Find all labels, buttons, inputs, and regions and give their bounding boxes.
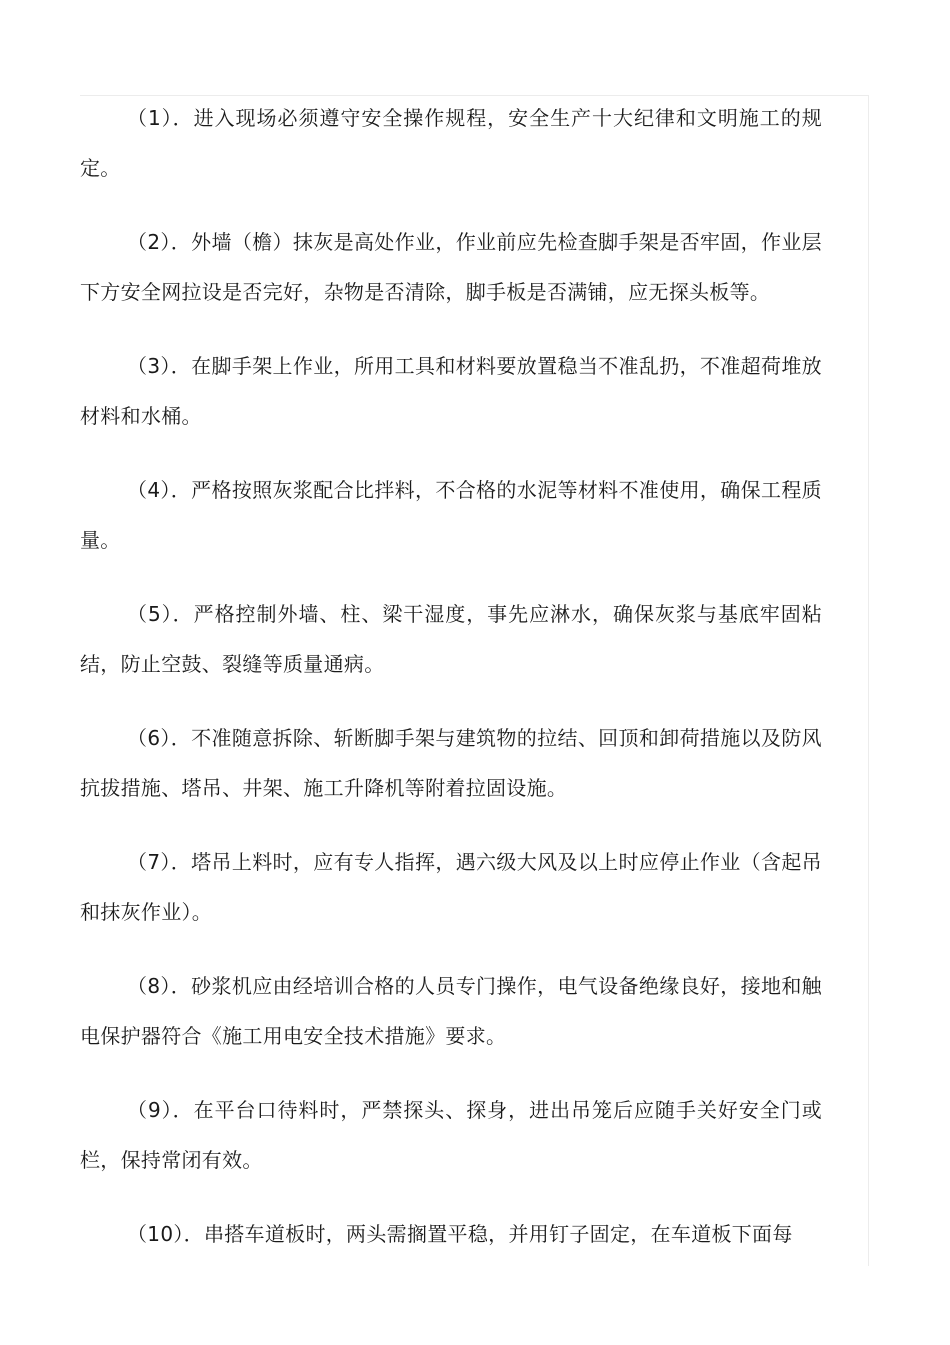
list-item-9 — [80, 1085, 822, 1185]
item-number: （8）． — [127, 974, 192, 998]
list-item-7 — [80, 837, 822, 937]
item-number: （3）． — [127, 354, 192, 378]
item-text: 严格控制外墙、柱、梁干湿度，事先应淋水，确保灰浆与基底牢固粘结，防止空鼓、裂缝等质量通病。 — [80, 602, 822, 676]
item-text: 塔吊上料时，应有专人指挥，遇六级大风及以上时应停止作业（含起吊和抹灰作业）。 — [80, 850, 822, 924]
item-text: 在平台口待料时，严禁探头、探身，进出吊笼后应随手关好安全门或栏，保持常闭有效。 — [80, 1098, 822, 1172]
list-item-4 — [80, 465, 822, 565]
document-body — [80, 93, 822, 1283]
item-number: （10）． — [127, 1222, 204, 1246]
list-item-2 — [80, 217, 822, 317]
item-number: （1）． — [127, 106, 194, 130]
list-item-5 — [80, 589, 822, 689]
item-text: 外墙（檐）抹灰是高处作业，作业前应先检查脚手架是否牢固，作业层下方安全网拉设是否完好，杂物是否清除，脚手板是否满铺，应无探头板等。 — [80, 230, 822, 304]
item-text: 严格按照灰浆配合比拌料，不合格的水泥等材料不准使用，确保工程质量。 — [80, 478, 822, 552]
item-number: （5）． — [127, 602, 194, 626]
item-text: 进入现场必须遵守安全操作规程，安全生产十大纪律和文明施工的规定。 — [80, 106, 822, 180]
item-text: 串搭车道板时，两头需搁置平稳，并用钉子固定，在车道板下面每 — [203, 1222, 793, 1246]
list-item-1 — [80, 93, 822, 193]
list-item-8 — [80, 961, 822, 1061]
item-number: （9）． — [127, 1098, 194, 1122]
item-number: （6）． — [127, 726, 192, 750]
list-item-6 — [80, 713, 822, 813]
item-number: （7）． — [127, 850, 192, 874]
list-item-10 — [80, 1209, 822, 1259]
list-item-3 — [80, 341, 822, 441]
item-text: 砂浆机应由经培训合格的人员专门操作，电气设备绝缘良好，接地和触电保护器符合《施工用电安全技术措施》要求。 — [80, 974, 822, 1048]
item-text: 不准随意拆除、斩断脚手架与建筑物的拉结、回顶和卸荷措施以及防风抗拔措施、塔吊、井架、施工升降机等附着拉固设施。 — [80, 726, 822, 800]
item-number: （2）． — [127, 230, 192, 254]
item-number: （4）． — [127, 478, 192, 502]
item-text: 在脚手架上作业，所用工具和材料要放置稳当不准乱扔，不准超荷堆放材料和水桶。 — [80, 354, 822, 428]
